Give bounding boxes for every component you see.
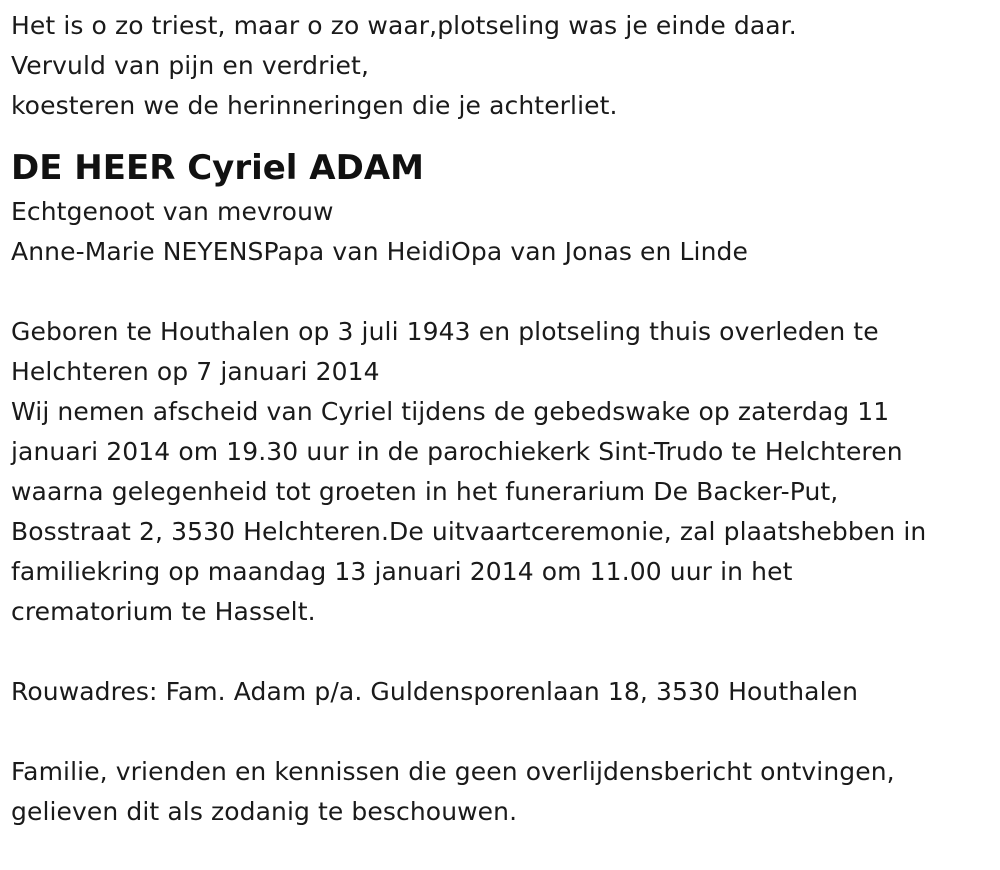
- details-line: Helchteren op 7 januari 2014: [11, 357, 380, 386]
- poem-line-2: Vervuld van pijn en verdriet,: [11, 51, 369, 80]
- details-block: [11, 312, 1000, 632]
- details-line: crematorium te Hasselt.: [11, 597, 316, 626]
- address-block: [11, 672, 1000, 712]
- poem-line-1: Het is o zo triest, maar o zo waar,plotseling was je einde daar.: [11, 11, 797, 40]
- details-line: Geboren te Houthalen op 3 juli 1943 en plotseling thuis overleden te: [11, 317, 879, 346]
- details-line: waarna gelegenheid tot groeten in het funerarium De Backer-Put,: [11, 477, 839, 506]
- poem: [11, 6, 1000, 126]
- details-line: januari 2014 om 19.30 uur in de parochiekerk Sint-Trudo te Helchteren: [11, 437, 903, 466]
- poem-line-3: koesteren we de herinneringen die je achterliet.: [11, 91, 618, 120]
- details-line: familiekring op maandag 13 januari 2014 om 11.00 uur in het: [11, 557, 793, 586]
- spacer: [11, 272, 1000, 312]
- relation-line-2: Anne-Marie NEYENSPapa van HeidiOpa van Jonas en Linde: [11, 237, 748, 266]
- notice-line-2: gelieven dit als zodanig te beschouwen.: [11, 797, 518, 826]
- relation-line-1: Echtgenoot van mevrouw: [11, 197, 334, 226]
- notice-block: [11, 752, 1000, 832]
- notice-line-1: Familie, vrienden en kennissen die geen overlijdensbericht ontvingen,: [11, 757, 895, 786]
- details-line: Wij nemen afscheid van Cyriel tijdens de gebedswake op zaterdag 11: [11, 397, 890, 426]
- mourning-address: Rouwadres: Fam. Adam p/a. Guldensporenlaan 18, 3530 Houthalen: [11, 677, 859, 706]
- spacer: [11, 632, 1000, 672]
- spacer: [11, 712, 1000, 752]
- deceased-name: DE HEER Cyriel ADAM: [11, 148, 424, 188]
- details-line: Bosstraat 2, 3530 Helchteren.De uitvaartceremonie, zal plaatshebben in: [11, 517, 927, 546]
- deceased-block: [11, 148, 1000, 272]
